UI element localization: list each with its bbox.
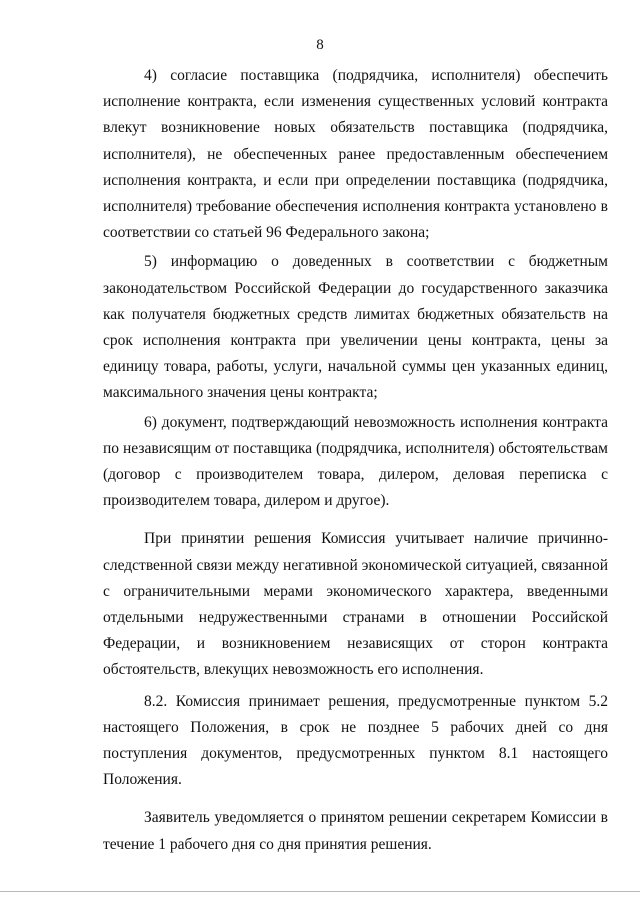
paragraph-item-5: 5) информацию о доведенных в соответствии с бюджетным законодательством Российской Федерации до государственного заказчика как получателя бюджетных средств лимитах бюджетных обязательств на срок исполнения контракта при увеличении цены контракта, цены за единицу товара, работы, услуги, начальной суммы цен указанных единиц, максимального значения цены контракта; bbox=[103, 253, 608, 402]
page-bottom-rule bbox=[0, 891, 640, 892]
paragraph-commission-decision: При принятии решения Комиссия учитывает наличие причинно-следственной связи между негативной экономической ситуацией, связанной с ограничительными мерами экономического характера, введенными отдельными недружественными странами в отношении Российской Федерации, и возникновением независящих от сторон контракта обстоятельств, влекущих невозможность его исполнения. bbox=[103, 530, 608, 679]
document-body bbox=[103, 63, 608, 858]
paragraph-item-4: 4) согласие поставщика (подрядчика, исполнителя) обеспечить исполнение контракта, если изменения существенных условий контракта влекут возникновение новых обязательств поставщика (подрядчика, исполнителя), не обеспеченных ранее предоставленным обеспечением исполнения контракта, и если при определении поставщика (подрядчика, исполнителя) требование обеспечения исполнения контракта установлено в соответствии со статьей 96 Федерального закона; bbox=[103, 67, 608, 242]
paragraph-applicant-notice: Заявитель уведомляется о принятом решении секретарем Комиссии в течение 1 рабочего дня со дня принятия решения. bbox=[103, 809, 608, 853]
paragraph-section-8-2: 8.2. Комиссия принимает решения, предусмотренные пунктом 5.2 настоящего Положения, в срок не позднее 5 рабочих дней со дня поступления документов, предусмотренных пунктом 8.1 настоящего Положения. bbox=[103, 692, 608, 789]
page-number: 8 bbox=[316, 37, 324, 53]
paragraph-item-6: 6) документ, подтверждающий невозможность исполнения контракта по независящим от поставщика (подрядчика, исполнителя) обстоятельствам (договор с производителем товара, дилером, деловая переписка с производителем товара, дилером и другое). bbox=[103, 413, 608, 510]
